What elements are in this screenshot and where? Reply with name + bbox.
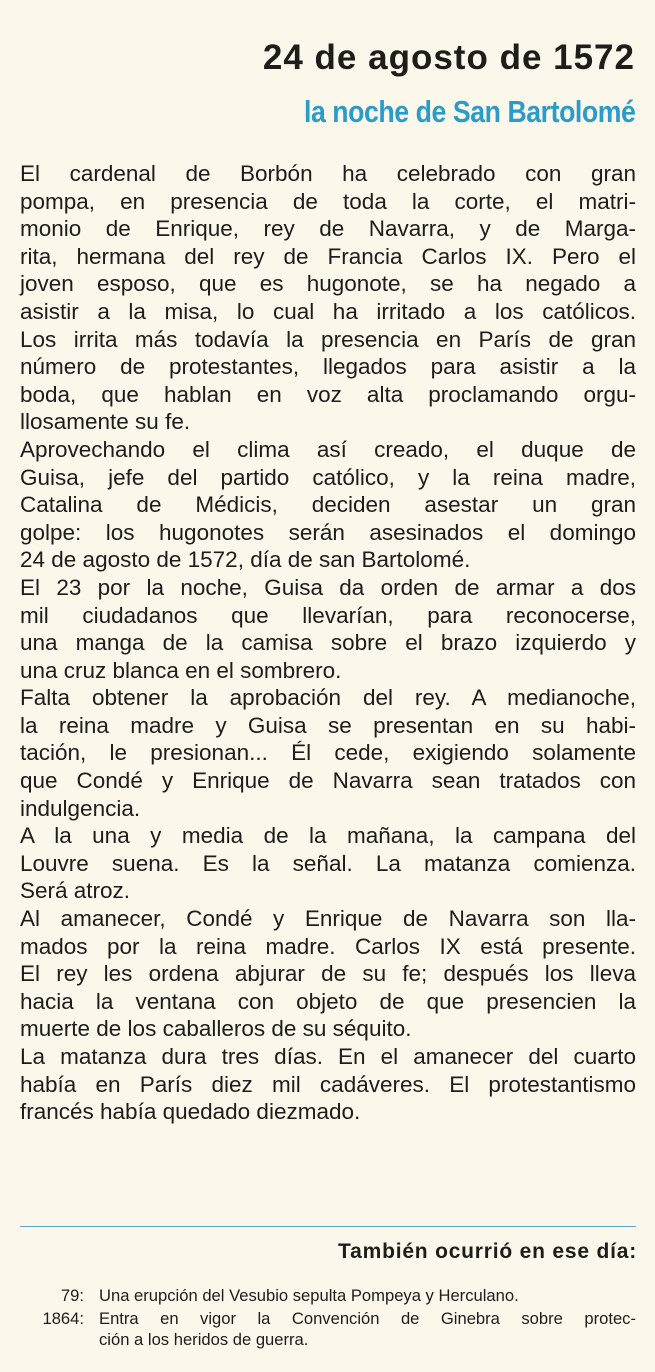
event-description bbox=[99, 1308, 636, 1350]
event-year: 79: bbox=[60, 1286, 84, 1305]
article-line: Aprovechando el clima así creado, el duque de bbox=[20, 436, 636, 462]
article-line: hacia la ventana con objeto de que presencien la bbox=[20, 988, 636, 1014]
event-line: Una erupción del Vesubio sepulta Pompeya y Herculano. bbox=[99, 1286, 519, 1305]
article-line: rita, hermana del rey de Francia Carlos IX. Pero el bbox=[20, 243, 636, 269]
event-year: 1864: bbox=[42, 1309, 84, 1328]
article-line: una manga de la camisa sobre el brazo izquierdo y bbox=[20, 630, 636, 656]
article-line: 24 de agosto de 1572, día de san Bartolomé. bbox=[20, 547, 471, 573]
article-line: golpe: los hugonotes serán asesinados el domingo bbox=[20, 519, 636, 545]
article-line: la reina madre y Guisa se presentan en su habi- bbox=[20, 712, 636, 738]
section-divider bbox=[20, 1226, 636, 1227]
events-list bbox=[18, 1285, 636, 1352]
article-paragraph bbox=[20, 822, 636, 905]
article-line: La matanza dura tres días. En el amanecer del cuarto bbox=[20, 1044, 636, 1069]
article-paragraph bbox=[20, 1043, 636, 1126]
article-line: Falta obtener la aprobación del rey. A medianoche, bbox=[20, 685, 636, 711]
article-line: Catalina de Médicis, deciden asestar un gran bbox=[20, 492, 636, 518]
article-line: El cardenal de Borbón ha celebrado con gran bbox=[20, 161, 636, 186]
article-line: mados por la reina madre. Carlos IX está presente. bbox=[20, 933, 636, 959]
article-line: Al amanecer, Condé y Enrique de Navarra son lla- bbox=[20, 906, 636, 932]
event-item bbox=[18, 1285, 636, 1306]
article-line: que Condé y Enrique de Navarra sean tratados con bbox=[20, 768, 636, 794]
article-paragraph bbox=[20, 436, 636, 574]
event-item bbox=[18, 1308, 636, 1350]
article-line: Guisa, jefe del partido católico, y la reina madre, bbox=[20, 464, 636, 490]
article-line: muerte de los caballeros de su séquito. bbox=[20, 1016, 412, 1042]
article-line: joven esposo, que es hugonote, se ha negado a bbox=[20, 271, 636, 297]
article-line: monio de Enrique, rey de Navarra, y de Marga- bbox=[20, 216, 636, 242]
also-happened-title: También ocurrió en ese día: bbox=[338, 1240, 637, 1263]
article-line: El 23 por la noche, Guisa da orden de armar a dos bbox=[20, 574, 636, 600]
article-line: A la una y media de la mañana, la campana del bbox=[20, 823, 636, 849]
article-paragraph bbox=[20, 574, 636, 684]
article-line: Será atroz. bbox=[20, 878, 131, 904]
article-line: asistir a la misa, lo cual ha irritado a los católicos. bbox=[20, 298, 636, 324]
article-line: mil ciudadanos que llevarían, para reconocerse, bbox=[20, 602, 636, 628]
article-paragraph bbox=[20, 905, 636, 1043]
article-line: Los irrita más todavía la presencia en París de gran bbox=[20, 326, 636, 352]
event-subtitle: la noche de San Bartolomé bbox=[303, 94, 635, 129]
article-line: pompa, en presencia de toda la corte, el matri- bbox=[20, 188, 636, 214]
article-paragraph bbox=[20, 160, 636, 436]
article-line: tación, le presionan... Él cede, exigiendo solamente bbox=[20, 740, 636, 766]
article-line: indulgencia. bbox=[20, 795, 141, 821]
date-title: 24 de agosto de 1572 bbox=[262, 38, 635, 77]
article-line: Louvre suena. Es la señal. La matanza comienza. bbox=[20, 850, 636, 876]
article-body bbox=[20, 160, 636, 1126]
event-description bbox=[99, 1285, 636, 1306]
article-line: boda, que hablan en voz alta proclamando orgu- bbox=[20, 381, 636, 407]
event-line: ción a los heridos de guerra. bbox=[99, 1330, 309, 1349]
article-paragraph bbox=[20, 684, 636, 822]
article-line: había en París diez mil cadáveres. El protestantismo bbox=[20, 1071, 636, 1097]
article-line: llosamente su fe. bbox=[20, 409, 191, 435]
article-line: una cruz blanca en el sombrero. bbox=[20, 657, 342, 683]
article-line: número de protestantes, llegados para asistir a la bbox=[20, 354, 636, 380]
article-line: francés había quedado diezmado. bbox=[20, 1099, 361, 1125]
article-line: El rey les ordena abjurar de su fe; después los lleva bbox=[20, 961, 636, 987]
event-line: Entra en vigor la Convención de Ginebra sobre protec- bbox=[99, 1309, 636, 1328]
